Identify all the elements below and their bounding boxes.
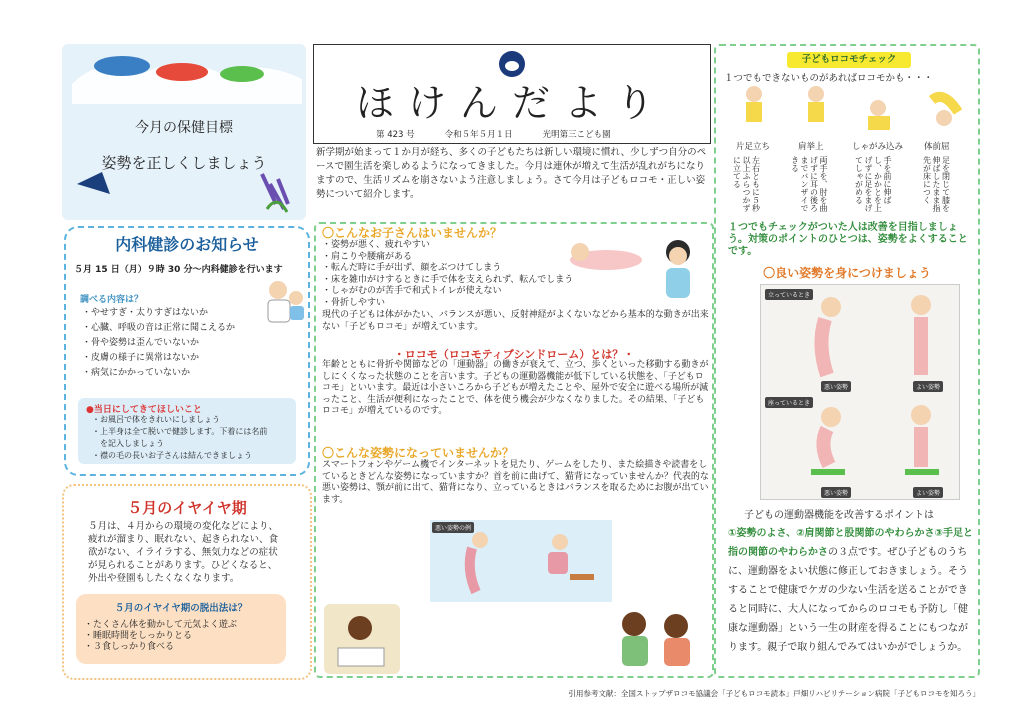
motor-lead: 子どもの運動器機能を改善するポイントは xyxy=(744,510,934,521)
list-item: ・床を雑巾がけするときに手で体を支えられず、転んでしまう xyxy=(322,274,574,285)
check-advice: １つでもチェックがついた人は改善を目指しましょう。対策のポイントのひとつは、姿勢をよくすることです。 xyxy=(728,222,968,257)
bad-posture-figure xyxy=(430,520,612,602)
motor-text xyxy=(728,524,976,657)
list-item: ・骨折しやすい xyxy=(322,297,386,308)
list-item: を記入しましょう xyxy=(92,439,164,448)
check-heading: 調べる内容は？ xyxy=(80,295,144,305)
cure-list xyxy=(84,620,284,653)
doctor-illustration xyxy=(262,276,308,328)
page-title: ほけんだより xyxy=(355,81,668,125)
posture-text: スマートフォンやゲーム機でインターネットを見たり、ゲームをしたり、また絵描きや読書をしているときどんな姿勢になっていますか？首を前に曲げて、猫背になっていませんか？代表的な悪い姿勢は、顎が前に出て、猫背になり、立っているときはバランスを取るためにお腹が出ています。 xyxy=(322,460,709,505)
prep-heading: ●当日にしてきてほしいこと xyxy=(86,405,202,415)
drawing-child-illustration xyxy=(324,604,400,678)
list-item: ・しゃがむのが苦手で和式トイレが使えない xyxy=(322,286,502,296)
school-name: 光明第三こども園 xyxy=(542,130,611,140)
exercise-desc: 左右ともに５秒以上ふらつかずに立てる xyxy=(732,156,761,212)
issue-date: 令和５年５月１日 xyxy=(444,130,513,140)
clinic-date: ５月 15 日（月）９時 30 分～内科健診を行います xyxy=(74,265,283,275)
children-list xyxy=(322,240,582,309)
list-item: ・襟の毛の長いお子さんは結んできましょう xyxy=(92,451,252,460)
list-item: ・睡眠時間をしっかりとる xyxy=(84,631,193,641)
prep-list xyxy=(92,414,292,462)
goal-title: 今月の保健目標 xyxy=(135,120,233,136)
check-list xyxy=(82,306,262,381)
iyaiya-text: ５月は、４月からの環境の変化などにより、疲れが溜まり、眠れない、起きられない、食欲がない、イライラする、無気力などの症状が見られることがあります。ひどくなると、外出や登園もしたくなくなります。 xyxy=(88,521,279,584)
check-subtitle: １つでもできないものがあればロコモかも・・・ xyxy=(724,73,934,84)
exercise-desc: 手を前に伸ばし、かかとを上げずに足をまげてしゃがめる xyxy=(854,156,892,212)
list-item: ・肩こりや腰痛がある xyxy=(322,251,413,262)
references: 引用参考文献：全国ストップザロコモ協議会「子どもロコモ読本」戸畑リハビリテーション病院「子どもロコモを知ろう」 xyxy=(568,689,980,698)
children-heading: 〇こんなお子さんはいませんか？ xyxy=(322,226,503,240)
figure-tag: 悪い姿勢 xyxy=(821,487,851,498)
list-item: ・たくさん体を動かして元気よく遊ぶ xyxy=(84,620,238,630)
motor-body: の３点です。ぜひ子どものうちに、運動器をよい状態に修正しておきましょう。そうすることで健康でケガの少ない生活を送ることができると同時に、大人になってからのロコモも予防し「健康な運動器」という一生の財産を得ることにもつながります。親子で取り組んでみてはいかがでしょうか。 xyxy=(728,547,968,653)
list-item: ・転んだ時に手が出ず、顔をぶつけてしまう xyxy=(322,263,502,273)
exercise-label: 体前屈 xyxy=(924,142,950,152)
clinic-title: 内科健診のお知らせ xyxy=(115,235,259,254)
figure-tag: 悪い姿勢の例 xyxy=(432,522,474,533)
check-badge: 子どもロコモチェック xyxy=(787,52,911,68)
locomo-heading: ・ロコモ（ロコモティブシンドローム）とは？・ xyxy=(393,348,635,361)
exercise-illustrations xyxy=(722,82,974,142)
cure-heading: ５月のイヤイヤ期の脱出法は？ xyxy=(114,603,248,614)
child-illustration xyxy=(566,230,706,310)
issue-line xyxy=(376,128,706,140)
list-item: ・姿勢が悪く、疲れやすい xyxy=(322,240,430,250)
iyaiya-title: ５月のイヤイヤ期 xyxy=(127,499,247,517)
exercise-desc: 足を閉じて膝を伸ばしたまま指先が床につく xyxy=(922,156,951,212)
exercise-desc: 両手を、肘を曲げずに耳の後ろまでバンザイできる xyxy=(790,156,828,212)
exercise-label: しゃがみ込み xyxy=(852,142,904,152)
figure-tag: よい姿勢 xyxy=(913,487,943,498)
figure-tag: 座っているとき xyxy=(765,397,813,408)
list-item: ・心臓、呼吸の音は正常に聞こえるか xyxy=(82,323,236,333)
posture-heading: 〇こんな姿勢になっていませんか？ xyxy=(322,446,515,460)
list-item: ・お風呂で体をきれいにしましょう xyxy=(92,415,220,424)
intro-text: 新学期が始まって１か月が経ち、多くの子どもたちは新しい環境に慣れ、少しずつ自分のペースで園生活を楽しめるようになってきました。今月は連休が増えて生活が乱れがちになりますので、生活リズムを崩さないよう注意しましょう。さて今月は子どもロコモ・正しい姿勢について紹介します。 xyxy=(316,147,707,200)
good-posture-figure xyxy=(760,284,960,500)
list-item: ・３食しっかり食べる xyxy=(84,642,175,652)
good-posture-heading: 〇良い姿勢を身につけましょう xyxy=(763,266,931,280)
exercise-label: 片足立ち xyxy=(736,142,771,152)
list-item: ・病気にかかっていないか xyxy=(82,368,191,378)
list-item: ・上半身は全て脱いで健診します。下着には名前 xyxy=(92,427,268,436)
children-note: 現代の子どもは体がかたい、バランスが悪い、反射神経がよくないなどから基本的な動きが出来ない「子どもロコモ」が増えています。 xyxy=(322,310,709,332)
locomo-text: 年齢とともに骨折や関節などの「運動器」の働きが衰えて、立つ、歩くといった移動する動きがしにくくなった状態のことを言います。子どもの運動器機能が低下している状態を、「子どもロコモ」といいます。最近は小さいころから子どもが増えたことや、屋外で安全に遊べる場所が減ったこと、生活が便利になったことで、体を使う機会が少なくなりました。その結果、「子どもロコモ」が増えているのです。 xyxy=(322,360,709,416)
list-item: ・皮膚の様子に異常はないか xyxy=(82,353,200,363)
motor-points: ①姿勢のよさ、②肩関節と股関節のやわらかさ③手足と指の関節のやわらかさ xyxy=(728,528,974,558)
game-children-illustration xyxy=(606,606,706,676)
list-item: ・やせすぎ・太りすぎはないか xyxy=(82,308,209,318)
goal-text: 姿勢を正しくしましょう xyxy=(101,154,267,172)
list-item: ・骨や姿勢は歪んでいないか xyxy=(82,338,200,348)
figure-tag: よい姿勢 xyxy=(913,381,943,392)
exercise-label: 肩挙上 xyxy=(798,142,824,152)
figure-tag: 悪い姿勢 xyxy=(821,381,851,392)
figure-tag: 立っているとき xyxy=(765,289,813,300)
issue-number: 第 423 号 xyxy=(376,130,415,140)
